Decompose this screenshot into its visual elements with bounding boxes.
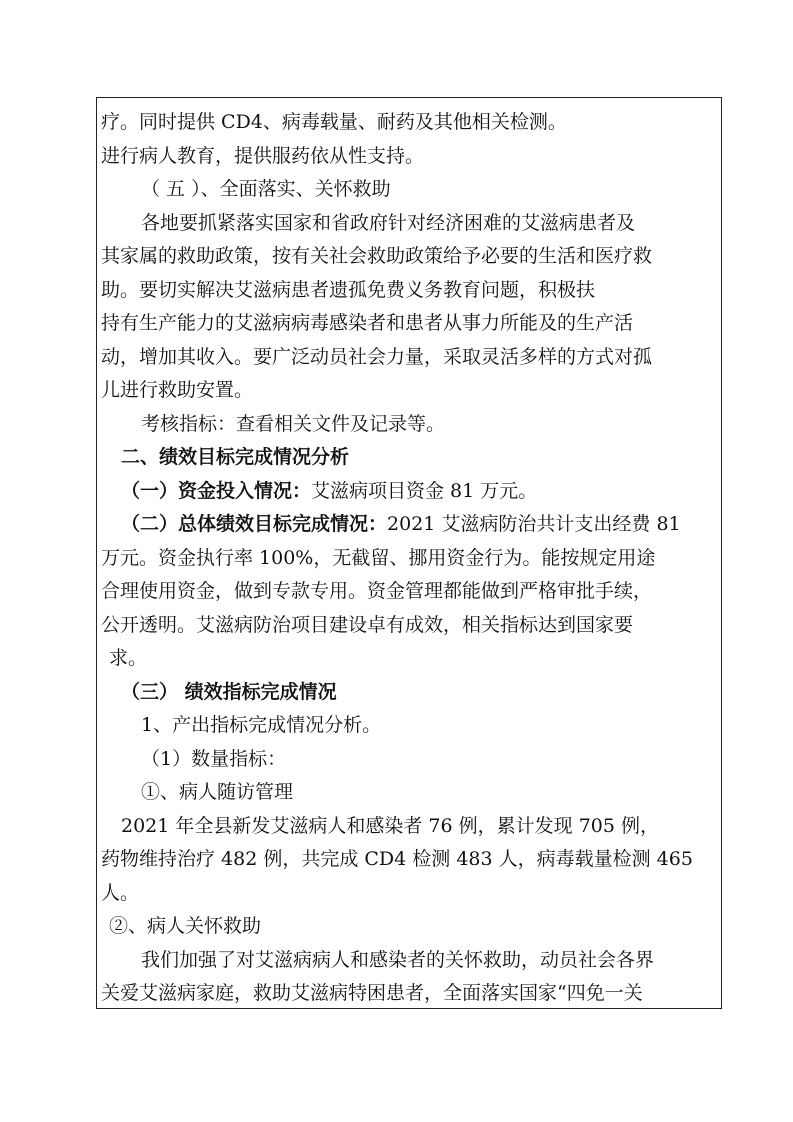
subsection-label: （二）总体绩效目标完成情况： <box>121 513 388 535</box>
text-line: 合理使用资金，做到专款专用。资金管理都能做到严格审批手续， <box>101 580 653 602</box>
text-line: 关爱艾滋病家庭，救助艾滋病特困患者，全面落实国家“四免一关 <box>101 982 643 1004</box>
text-line: 考核指标：查看相关文件及记录等。 <box>141 412 446 435</box>
text-line: 2021 年全县新发艾滋病人和感染者 76 例，累计发现 705 例， <box>121 814 659 837</box>
text-line: 动，增加其收入。要广泛动员社会力量，采取灵活多样的方式对孤 <box>101 345 653 368</box>
text-line: 求。 <box>109 647 148 669</box>
text-line: 药物维持治疗 482 例，共完成 CD4 检测 483 人，病毒载量检测 465 <box>101 848 693 870</box>
text-line: 儿进行救助安置。 <box>101 379 254 401</box>
document-frame <box>96 97 722 1009</box>
subsection-text: 艾滋病项目资金 81 万元。 <box>311 479 538 502</box>
section-heading: （ 五 ）、全面落实、关怀救助 <box>141 178 391 200</box>
text-line: 人。 <box>101 881 140 904</box>
text-line <box>121 512 681 536</box>
text-line: 1、产出指标完成情况分析。 <box>141 714 382 736</box>
section-heading: 二、绩效目标完成情况分析 <box>121 446 350 468</box>
subsection-label: （一）资金投入情况： <box>121 479 312 502</box>
text-line: 其家属的救助政策，按有关社会救助政策给予必要的生活和医疗救 <box>101 245 653 267</box>
text-line: （1）数量指标： <box>141 747 287 770</box>
text-line: 万元。资金执行率 100%，无截留、挪用资金行为。能按规定用途 <box>101 546 656 569</box>
subsection-text: 2021 艾滋病防治共计支出经费 81 <box>387 513 681 535</box>
text-line: 疗。同时提供 CD4、病毒载量、耐药及其他相关检测。 <box>101 111 567 133</box>
text-line: 进行病人教育，提供服药依从性支持。 <box>101 144 425 167</box>
text-line: 持有生产能力的艾滋病病毒感染者和患者从事力所能及的生产活 <box>101 312 634 334</box>
text-line: 各地要抓紧落实国家和省政府针对经济困难的艾滋病患者及 <box>141 211 636 234</box>
subsection-heading: （三） 绩效指标完成情况 <box>121 680 337 703</box>
text-line <box>121 479 537 503</box>
text-line: 助。要切实解决艾滋病患者遗孤免费义务教育问题，积极扶 <box>101 278 596 301</box>
text-line: ②、病人关怀救助 <box>109 915 262 937</box>
text-line: 公开透明。艾滋病防治项目建设卓有成效，相关指标达到国家要 <box>101 613 634 636</box>
text-line: 我们加强了对艾滋病病人和感染者的关怀救助，动员社会各界 <box>141 948 655 971</box>
text-line: ①、病人随访管理 <box>141 781 294 803</box>
